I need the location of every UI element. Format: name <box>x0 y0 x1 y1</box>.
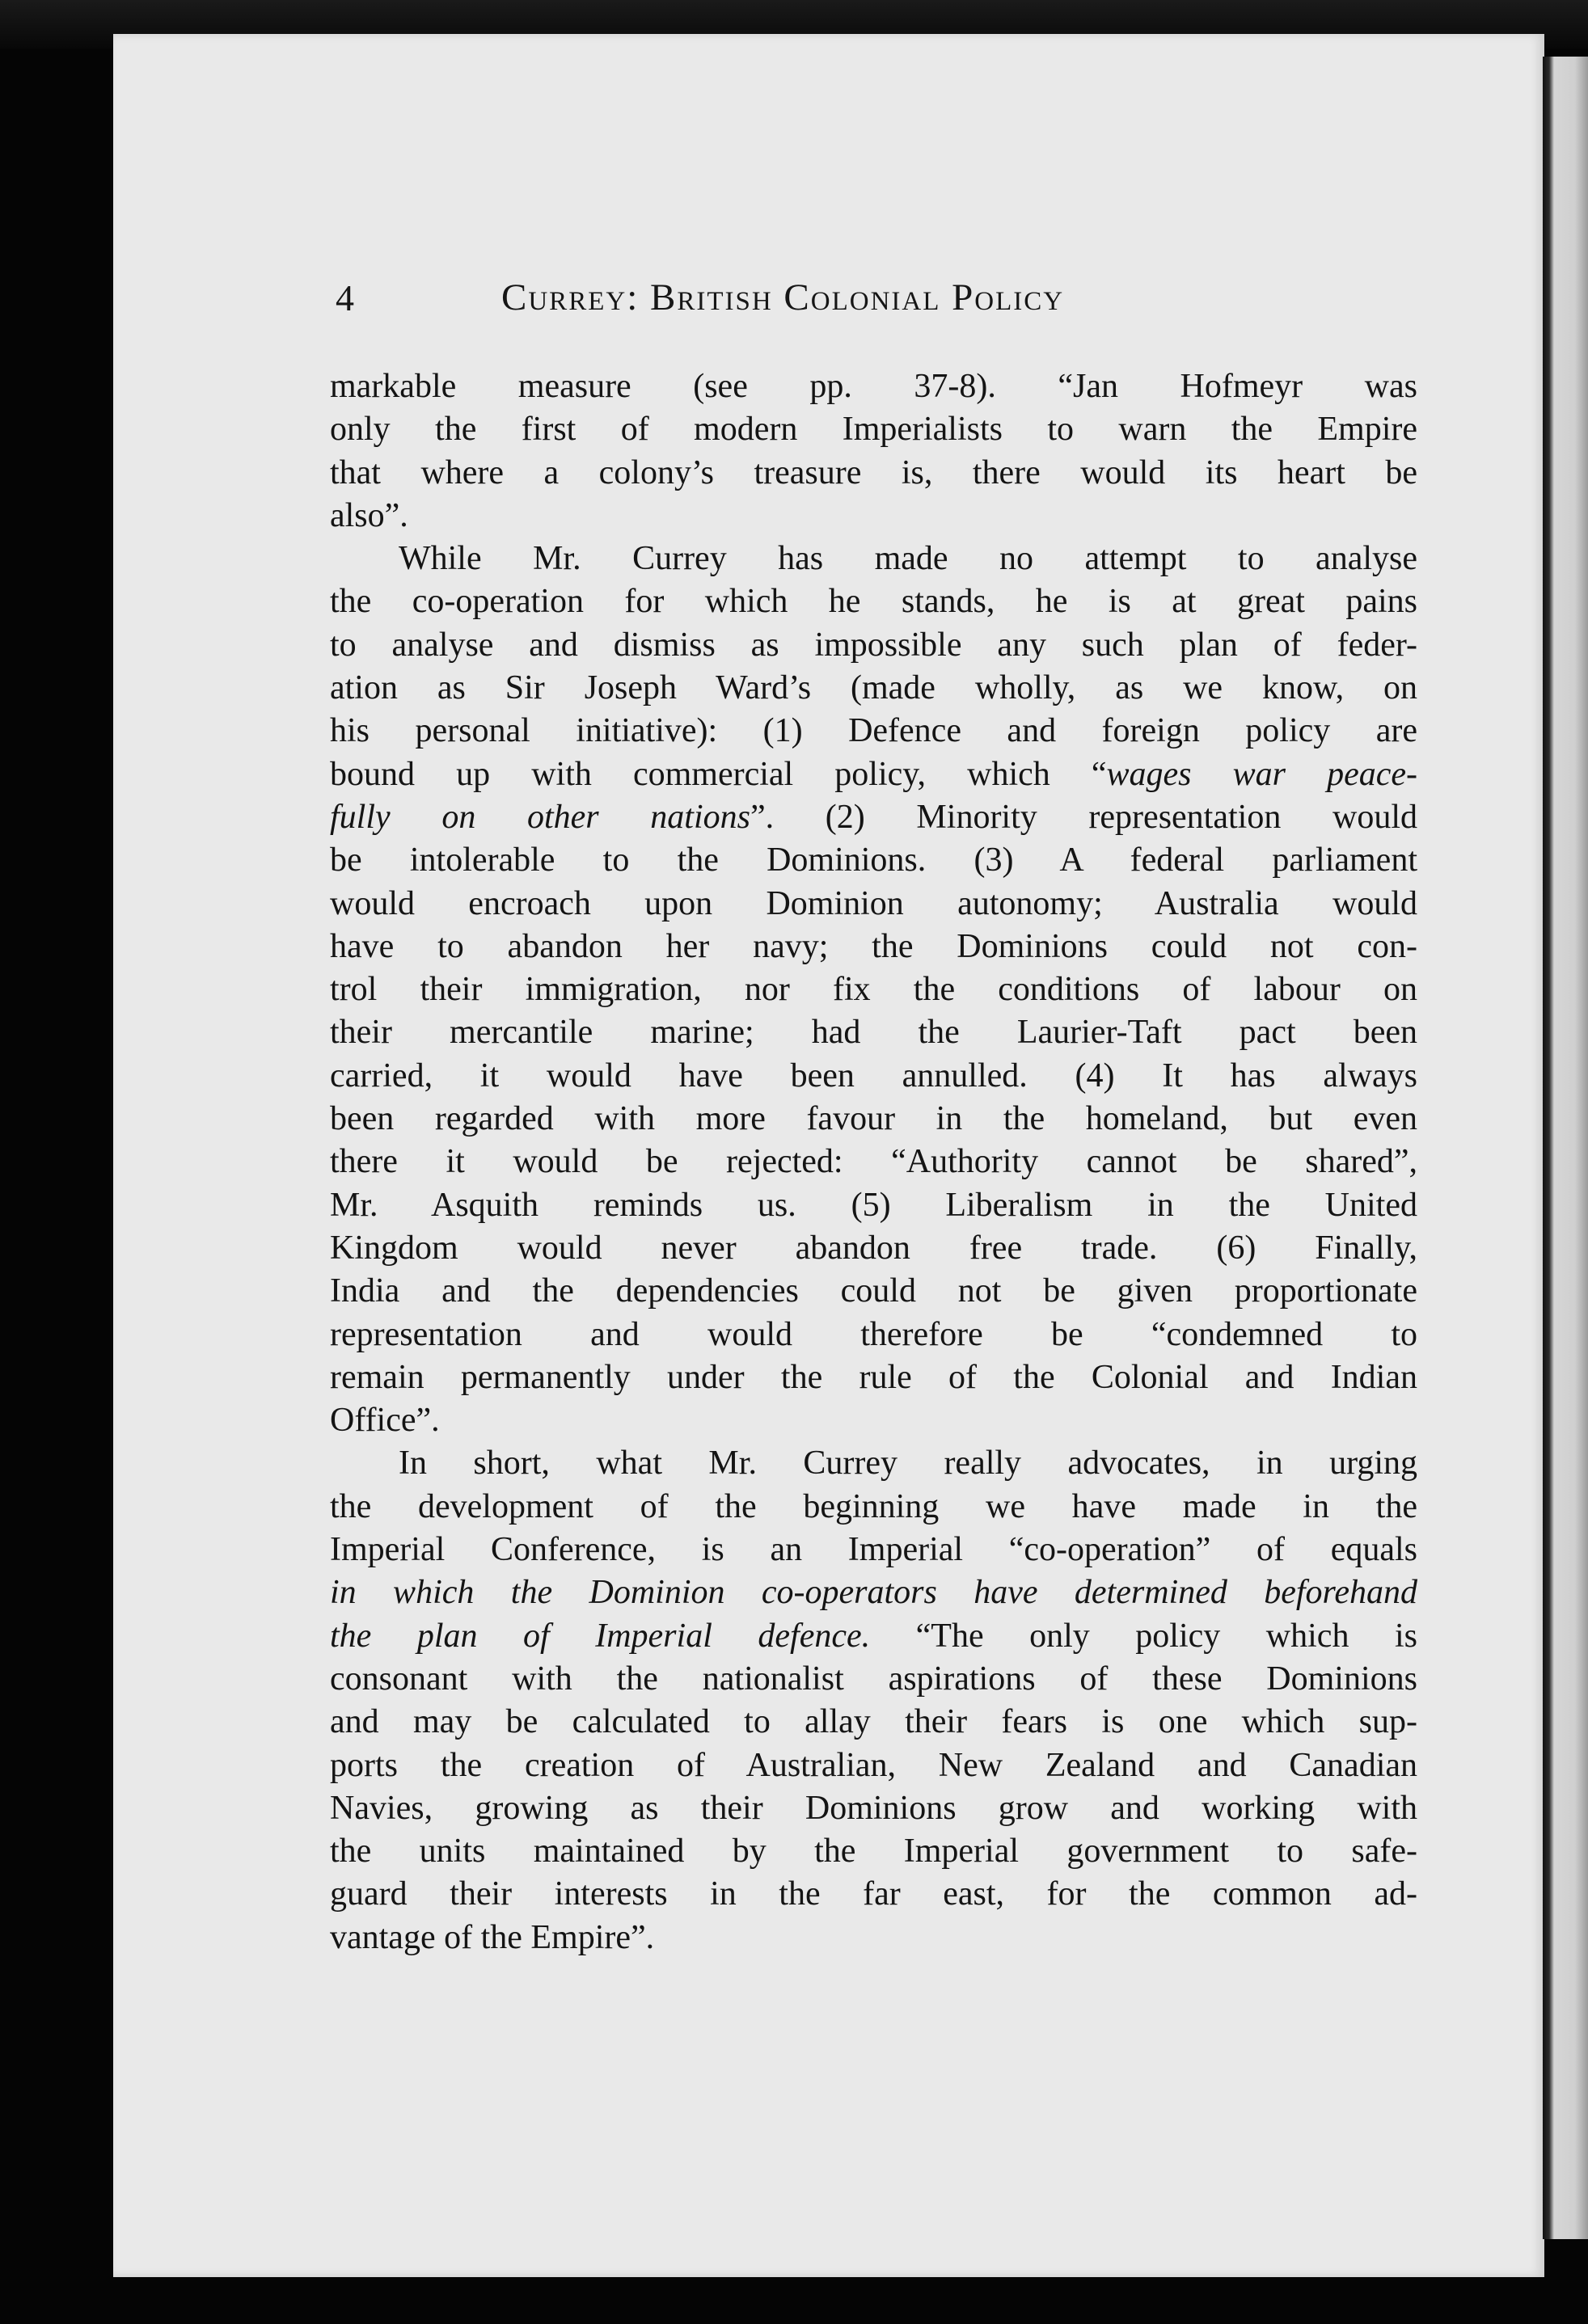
text-line: Office”. <box>330 1402 440 1440</box>
text-line: to analyse and dismiss as impossible any such plan of feder- <box>330 626 1417 664</box>
text-segment: bound up with commercial policy, which “ <box>330 755 1107 793</box>
text-line: the co-operation for which he stands, he is at great pains <box>330 583 1417 621</box>
text-line: would encroach upon Dominion autonomy; Australia would <box>330 884 1417 922</box>
text-line: Mr. Asquith reminds us. (5) Liberalism in the United <box>330 1186 1417 1224</box>
running-head: Currey: British Colonial Policy <box>501 276 1065 318</box>
text-line-mixed <box>330 796 1417 839</box>
text-line: representation and would therefore be “condemned to <box>330 1315 1417 1353</box>
text-line: and may be calculated to allay their fears is one which sup- <box>330 1703 1417 1741</box>
text-line: guard their interests in the far east, for the common ad- <box>330 1875 1417 1913</box>
text-line: trol their immigration, nor fix the conditions of labour on <box>330 971 1417 1009</box>
text-line: their mercantile marine; had the Laurier-Taft pact been <box>330 1014 1417 1052</box>
text-line: the development of the beginning we have made in the <box>330 1487 1417 1525</box>
text-line: remain permanently under the rule of the Colonial and Indian <box>330 1358 1417 1396</box>
scan-bottom-border <box>0 2277 1588 2324</box>
text-line: vantage of the Empire”. <box>330 1918 655 1956</box>
italic-line <box>330 1571 1417 1614</box>
text-line: While Mr. Currey has made no attempt to analyse <box>399 540 1417 578</box>
text-segment: “The only policy which is <box>870 1617 1417 1655</box>
body-text <box>330 365 1417 1959</box>
text-line: Kingdom would never abandon free trade. (6) Finally, <box>330 1229 1417 1267</box>
text-line: markable measure (see pp. 37-8). “Jan Hofmeyr was <box>330 368 1417 405</box>
text-line: that where a colony’s treasure is, there would its heart be <box>330 453 1417 491</box>
text-line: be intolerable to the Dominions. (3) A federal parliament <box>330 841 1417 879</box>
italic-quote: fully on other nations <box>330 798 750 836</box>
text-line: Imperial Conference, is an Imperial “co-operation” of equals <box>330 1531 1417 1569</box>
text-line: ation as Sir Joseph Ward’s (made wholly, as we know, on <box>330 669 1417 707</box>
text-line: ports the creation of Australian, New Zealand and Canadian <box>330 1746 1417 1784</box>
italic-text: in which the Dominion co-operators have determined beforehand <box>330 1574 1417 1612</box>
adjacent-page-edge <box>1543 57 1588 2239</box>
italic-text: the plan of Imperial defence. <box>330 1617 871 1655</box>
text-line: the units maintained by the Imperial government to safe- <box>330 1833 1417 1871</box>
text-line-mixed <box>330 753 1417 796</box>
text-segment: ”. (2) Minority representation would <box>750 798 1417 836</box>
text-line: been regarded with more favour in the homeland, but even <box>330 1100 1417 1138</box>
text-line: his personal initiative): (1) Defence and foreign policy are <box>330 712 1417 750</box>
text-line: Navies, growing as their Dominions grow and working with <box>330 1789 1417 1827</box>
text-line: India and the dependencies could not be given proportionate <box>330 1272 1417 1310</box>
text-line: have to abandon her navy; the Dominions could not con- <box>330 927 1417 965</box>
page-number: 4 <box>336 277 354 318</box>
text-line: there it would be rejected: “Authority cannot be shared”, <box>330 1143 1417 1181</box>
text-line: only the first of modern Imperialists to warn the Empire <box>330 411 1417 449</box>
italic-quote: wages war peace- <box>1106 755 1417 793</box>
text-line: In short, what Mr. Currey really advocates, in urging <box>399 1445 1417 1483</box>
text-line: also”. <box>330 496 408 534</box>
page-header <box>336 271 1411 327</box>
text-line-mixed <box>330 1615 1417 1658</box>
text-line: consonant with the nationalist aspirations of these Dominions <box>330 1660 1417 1698</box>
text-line: carried, it would have been annulled. (4) It has always <box>330 1057 1417 1095</box>
